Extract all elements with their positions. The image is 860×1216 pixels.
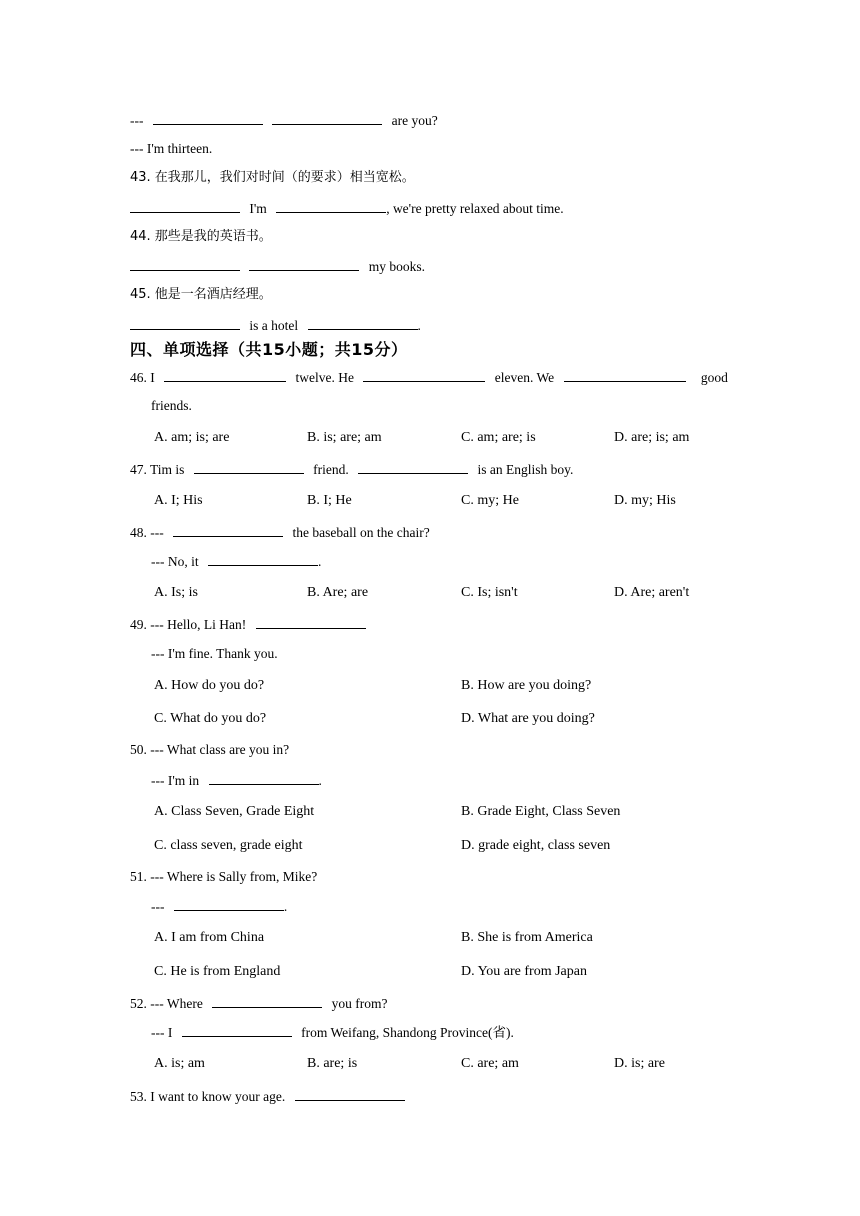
question-46 (130, 368, 728, 387)
option-c[interactable]: C. my; He (461, 493, 519, 508)
text: 53. I want to know your age. (130, 1089, 286, 1104)
text: 49. --- Hello, Li Han! (130, 617, 247, 632)
text: --- I'm in (151, 773, 200, 788)
option-d[interactable]: D. What are you doing? (461, 711, 595, 726)
blank[interactable] (363, 368, 485, 382)
text: the baseball on the chair? (292, 525, 430, 540)
question-49-reply: --- I'm fine. Thank you. (151, 646, 278, 661)
blank[interactable] (212, 994, 322, 1008)
blank[interactable] (182, 1023, 292, 1037)
blank[interactable] (256, 615, 366, 629)
text: --- I (151, 1025, 173, 1040)
text: my books. (368, 259, 426, 274)
question-52-reply (151, 1023, 514, 1042)
option-a[interactable]: A. I; His (154, 493, 203, 508)
text: friend. (313, 462, 349, 477)
text: --- No, it (151, 554, 199, 569)
text: 46. I (130, 370, 155, 385)
text: good (700, 370, 728, 385)
option-c[interactable]: C. Is; isn't (461, 585, 518, 600)
blank[interactable] (153, 111, 263, 125)
text: is a hotel (249, 318, 299, 333)
option-c[interactable]: C. class seven, grade eight (154, 838, 303, 853)
question-43: 43. 在我那儿，我们对时间（的要求）相当宽松。 (130, 170, 415, 185)
blank[interactable] (272, 111, 382, 125)
option-a[interactable]: A. is; am (154, 1056, 205, 1071)
blank[interactable] (194, 460, 304, 474)
question-51-reply (151, 897, 287, 916)
text: 52. --- Where (130, 996, 203, 1011)
text: twelve. He (295, 370, 354, 385)
section-heading: 四、单项选择（共15小题；共15分） (130, 340, 408, 359)
option-d[interactable]: D. Are; aren't (614, 585, 690, 600)
text: eleven. We (494, 370, 555, 385)
dialogue-line: --- I'm thirteen. (130, 141, 213, 156)
option-c[interactable]: C. What do you do? (154, 711, 267, 726)
option-b[interactable]: B. How are you doing? (461, 678, 592, 693)
text: --- (151, 899, 165, 914)
question-47 (130, 460, 573, 479)
option-b[interactable]: B. Are; are (307, 585, 369, 600)
option-b[interactable]: B. is; are; am (307, 430, 382, 445)
option-c[interactable]: C. are; am (461, 1056, 519, 1071)
option-b[interactable]: B. I; He (307, 493, 352, 508)
blank[interactable] (564, 368, 686, 382)
question-50: 50. --- What class are you in? (130, 742, 290, 757)
question-48-reply (151, 552, 321, 571)
text: --- (130, 113, 144, 128)
option-c[interactable]: C. He is from England (154, 964, 281, 979)
question-51: 51. --- Where is Sally from, Mike? (130, 869, 318, 884)
text: 48. --- (130, 525, 164, 540)
option-a[interactable]: A. I am from China (154, 930, 265, 945)
text: 47. Tim is (130, 462, 185, 477)
text: is an English boy. (477, 462, 574, 477)
text: , we're pretty relaxed about time. (386, 201, 564, 216)
option-a[interactable]: A. Is; is (154, 585, 198, 600)
question-53 (130, 1087, 405, 1106)
blank[interactable] (358, 460, 468, 474)
blank[interactable] (130, 199, 240, 213)
question-46-cont: friends. (151, 398, 192, 413)
blank[interactable] (308, 316, 418, 330)
option-b[interactable]: B. She is from America (461, 930, 593, 945)
text: . (318, 554, 322, 569)
text: you from? (331, 996, 388, 1011)
question-50-reply (151, 771, 322, 790)
blank[interactable] (173, 523, 283, 537)
option-a[interactable]: A. am; is; are (154, 430, 230, 445)
text: . (318, 773, 322, 788)
option-d[interactable]: D. grade eight, class seven (461, 838, 611, 853)
option-a[interactable]: A. Class Seven, Grade Eight (154, 804, 315, 819)
question-45: 45. 他是一名酒店经理。 (130, 287, 272, 302)
question-52 (130, 994, 387, 1013)
question-44: 44. 那些是我的英语书。 (130, 229, 272, 244)
answer-line-45 (130, 316, 421, 335)
answer-line-43 (130, 199, 564, 218)
blank[interactable] (295, 1087, 405, 1101)
blank[interactable] (130, 257, 240, 271)
blank[interactable] (209, 771, 319, 785)
question-49 (130, 615, 366, 634)
text: are you? (391, 113, 438, 128)
blank[interactable] (164, 368, 286, 382)
text: I'm (249, 201, 267, 216)
answer-line-44 (130, 257, 425, 276)
text: . (417, 318, 421, 333)
option-d[interactable]: D. are; is; am (614, 430, 690, 445)
text: from Weifang, Shandong Province(省). (301, 1025, 514, 1040)
option-a[interactable]: A. How do you do? (154, 678, 265, 693)
blank[interactable] (174, 897, 284, 911)
question-48 (130, 523, 430, 542)
option-d[interactable]: D. is; are (614, 1056, 665, 1071)
blank[interactable] (249, 257, 359, 271)
option-b[interactable]: B. are; is (307, 1056, 358, 1071)
text: . (283, 899, 288, 914)
option-b[interactable]: B. Grade Eight, Class Seven (461, 804, 621, 819)
blank[interactable] (130, 316, 240, 330)
answer-line (130, 111, 438, 130)
blank[interactable] (208, 552, 318, 566)
blank[interactable] (276, 199, 386, 213)
option-d[interactable]: D. You are from Japan (461, 964, 587, 979)
option-c[interactable]: C. am; are; is (461, 430, 536, 445)
option-d[interactable]: D. my; His (614, 493, 676, 508)
